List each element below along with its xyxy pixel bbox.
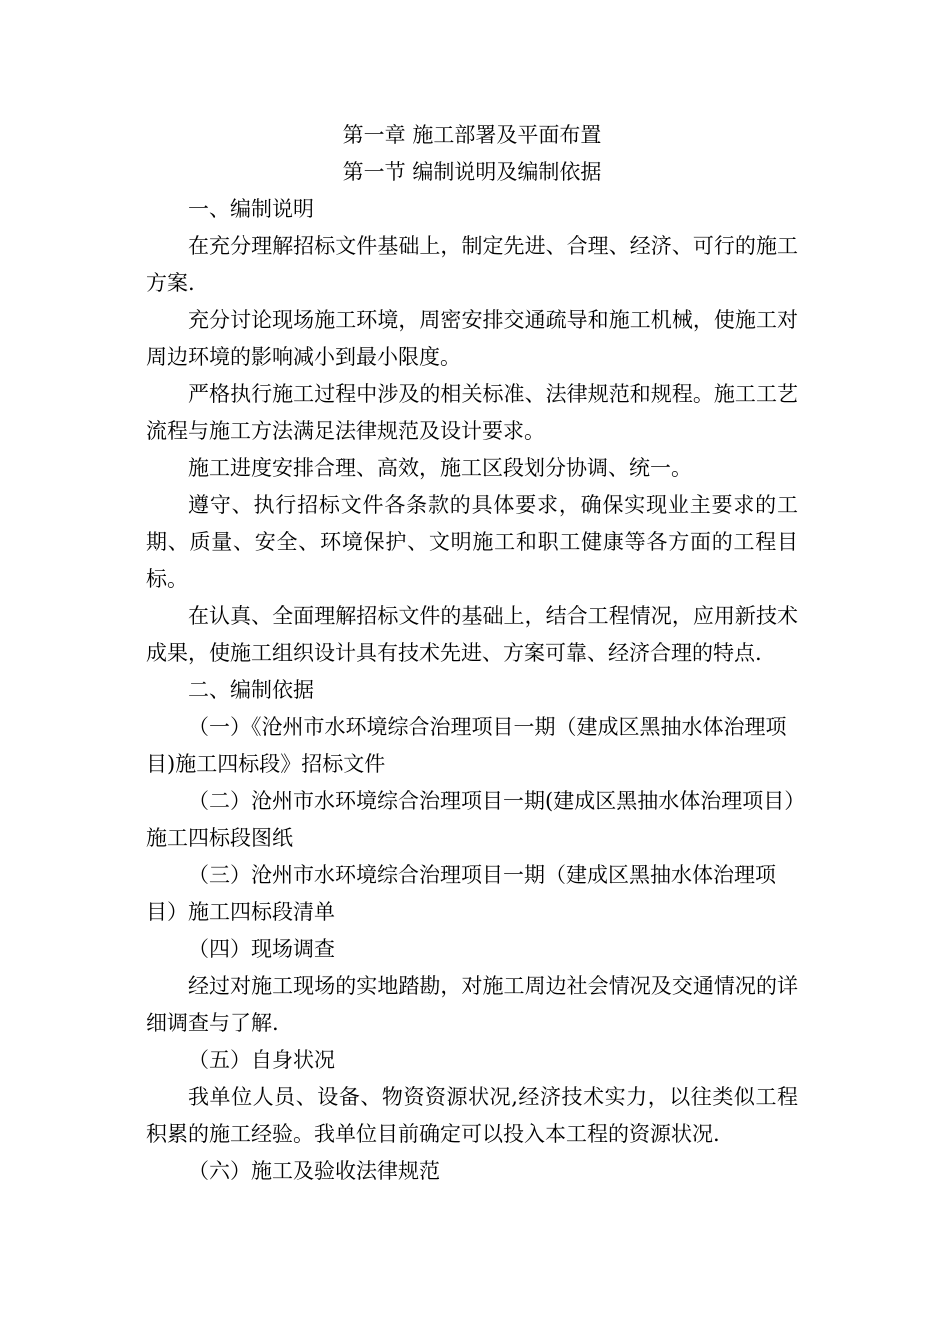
part2-heading: 二、编制依据 (188, 678, 314, 702)
document-body (146, 117, 798, 1190)
basis-item: （二）沧州市水环境综合治理项目一期(建成区黑抽水体治理项目）施工四标段图纸 (146, 789, 795, 850)
basis-item: （五）自身状况 (188, 1048, 335, 1072)
paragraph: 在认真、全面理解招标文件的基础上，结合工程情况，应用新技术成果，使施工组织设计具有技术先进、方案可靠、经济合理的特点. (146, 604, 798, 665)
paragraph: 充分讨论现场施工环境，周密安排交通疏导和施工机械，使施工对周边环境的影响减小到最小限度。 (146, 308, 798, 369)
paragraph: 严格执行施工过程中涉及的相关标准、法律规范和规程。施工工艺流程与施工方法满足法律规范及设计要求。 (146, 382, 798, 443)
paragraph: 施工进度安排合理、高效，施工区段划分协调、统一。 (188, 456, 692, 480)
chapter-title: 第一章 施工部署及平面布置 (342, 123, 602, 147)
paragraph: 在充分理解招标文件基础上，制定先进、合理、经济、可行的施工方案. (146, 234, 798, 295)
paragraph: 经过对施工现场的实地踏勘，对施工周边社会情况及交通情况的详细调查与了解. (146, 974, 798, 1035)
paragraph: 遵守、执行招标文件各条款的具体要求，确保实现业主要求的工期、质量、安全、环境保护、文明施工和职工健康等各方面的工程目标。 (146, 493, 798, 591)
basis-item: （三）沧州市水环境综合治理项目一期（建成区黑抽水体治理项目）施工四标段清单 (146, 863, 776, 924)
basis-item: （六）施工及验收法律规范 (188, 1159, 440, 1183)
paragraph: 我单位人员、设备、物资资源状况,经济技术实力，以往类似工程积累的施工经验。我单位目前确定可以投入本工程的资源状况. (146, 1085, 798, 1146)
section-title: 第一节 编制说明及编制依据 (342, 160, 602, 184)
basis-item: （一）《沧州市水环境综合治理项目一期（建成区黑抽水体治理项目)施工四标段》招标文件 (146, 715, 787, 776)
part1-heading: 一、编制说明 (188, 197, 314, 221)
basis-item: （四）现场调查 (188, 937, 335, 961)
